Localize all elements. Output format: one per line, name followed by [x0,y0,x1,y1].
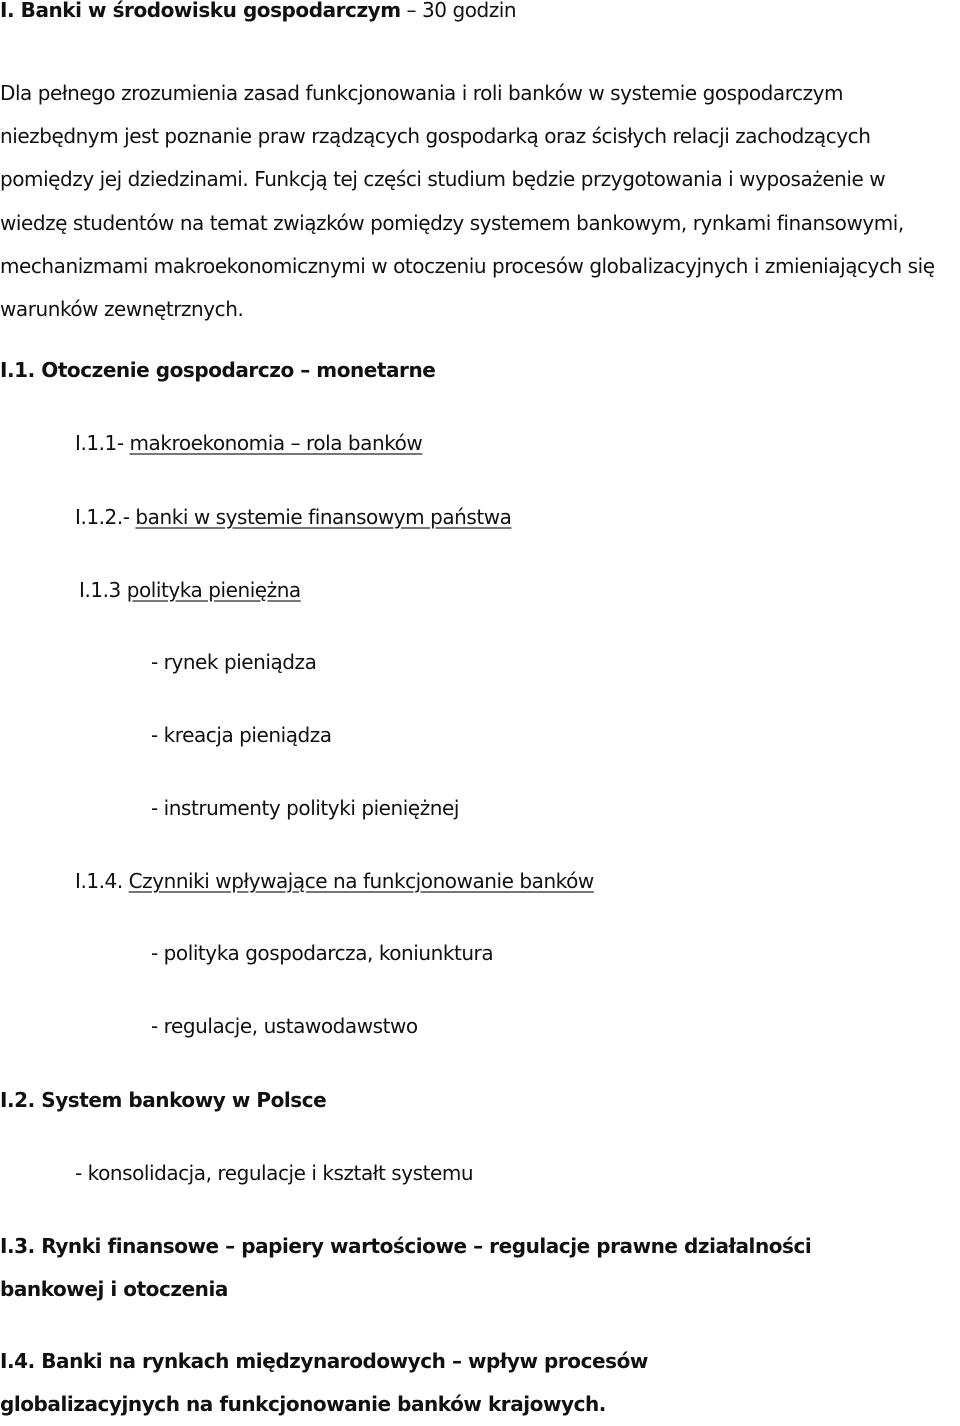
subsection-number: I.1.4. [75,869,123,893]
title-dash: – [406,0,417,22]
subsection-number: I.1.2.- [75,505,130,529]
intro-line: mechanizmami makroekonomicznymi w otoczeniu procesów globalizacyjnych i zmieniających się [0,253,935,278]
list-item: - konsolidacja, regulacje i kształt systemu [75,1161,474,1185]
title-hours: 30 godzin [422,0,517,22]
list-item: - kreacja pieniądza [151,723,332,747]
subsection-1-4 [75,869,594,893]
intro-line: Dla pełnego zrozumienia zasad funkcjonowania i roli banków w systemie gospodarczym [0,81,844,105]
section-4-heading: I.4. Banki na rynkach międzynarodowych – wpływ procesów globalizacyjnych na funkcjonowanie banków krajowych. [0,1349,648,1416]
subsection-1-2 [75,505,511,529]
subsection-1-1 [75,431,422,455]
document-title [0,0,516,22]
section-3-heading: I.3. Rynki finansowe – papiery wartościowe – regulacje prawne działalności bankowej i otoczenia [0,1234,812,1301]
subsection-number: I.1.1- [75,431,124,455]
intro-line: pomiędzy jej dziedzinami. Funkcją tej części studium będzie przygotowania i wyposażenie w [0,167,886,192]
list-item: - polityka gospodarcza, koniunktura [151,941,494,965]
list-item: - rynek pieniądza [151,650,317,674]
section-1-heading: I.1. Otoczenie gospodarczo – monetarne [0,358,436,382]
subsection-title: Czynniki wpływające na funkcjonowanie banków [128,869,594,893]
intro-line: niezbędnym jest poznanie praw rządzących gospodarką oraz ścisłych relacji zachodzących [0,124,871,149]
intro-line: wiedzę studentów na temat związków pomiędzy systemem bankowym, rynkami finansowymi, [0,210,904,235]
intro-paragraph [0,72,960,331]
list-item: - regulacje, ustawodawstwo [151,1014,418,1038]
subsection-title: makroekonomia – rola banków [129,431,423,455]
section-2-heading: I.2. System bankowy w Polsce [0,1088,327,1112]
intro-line: warunków zewnętrznych. [0,297,244,322]
list-item: - instrumenty polityki pieniężnej [151,796,459,820]
subsection-number: I.1.3 [79,578,121,602]
subsection-1-3 [79,578,301,602]
document-title-text: I. Banki w środowisku gospodarczym [0,0,401,22]
subsection-title: banki w systemie finansowym państwa [135,505,512,529]
subsection-title: polityka pieniężna [126,578,301,602]
